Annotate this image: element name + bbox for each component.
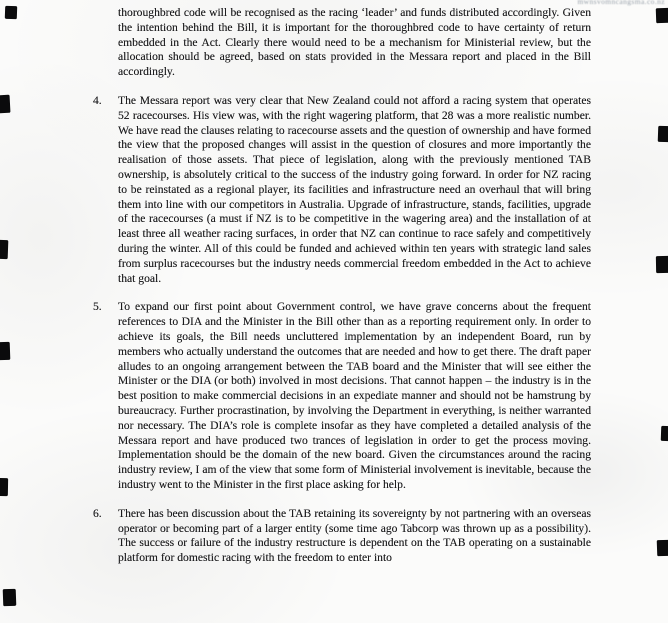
numbered-paragraph-5 xyxy=(93,300,591,492)
source-url-watermark: mwnsvomncangsma.co.nz xyxy=(577,0,665,6)
scan-artifact-mark xyxy=(0,342,10,360)
scan-artifact-mark xyxy=(0,478,8,496)
scan-artifact-mark xyxy=(0,95,10,114)
paragraph-text: To expand our first point about Government control, we have grave concerns about the frequent references to DIA and the Minister in the Bill other than as a reporting requirement only. In order to achieve its goals, the Bill needs uncluttered implementation by an independent Board, run by members who actually understand the outcomes that are needed and how to get there. The draft paper alludes to an ongoing arrangement between the TAB board and the Minister that will see either the Minister or the DIA (or both) involved in most decisions. That cannot happen – the industry is in the best position to make commercial decisions in an expediate manner and should not be hamstrung by bureaucracy. Further procrastination, by involving the Department in everything, is neither warranted nor necessary. The DIA’s role is complete insofar as they have completed a detailed analysis of the Messara report and have produced two trances of legislation in order to get the process moving. Implementation should be the domain of the new board. Given the circumstances around the racing industry review, I am of the view that some form of Ministerial involvement is inevitable, because the industry went to the Minister in the first place asking for help. xyxy=(118,300,591,491)
numbered-paragraph-6 xyxy=(93,506,591,566)
scan-artifact-mark xyxy=(657,540,668,556)
scan-artifact-mark xyxy=(0,240,8,259)
scan-artifact-mark xyxy=(656,256,668,273)
paragraph-text: There has been discussion about the TAB retaining its sovereignty by not partnering with an overseas operator or becoming part of a larger entity (some time ago Tabcorp was thrown up as a possibility). The success or failure of the industry restructure is dependent on the TAB operating on a sustainable platform for domestic racing with the freedom to enter into xyxy=(118,506,591,565)
numbered-paragraph-4 xyxy=(93,93,591,286)
document-text-block xyxy=(93,6,591,566)
scan-artifact-mark xyxy=(5,6,17,19)
paragraph-number: 5. xyxy=(93,300,102,314)
scan-artifact-mark xyxy=(3,589,17,606)
intro-paragraph: thoroughbred code will be recognised as the racing ‘leader’ and funds distributed accordingly. Given the intention behind the Bill, it is important for the thoroughbred code to have certainty of return embedded in the Act. Clearly there would need to be a mechanism for Ministerial review, but the allocation should be agreed, based on stats provided in the Messara report and placed in the Bill accordingly. xyxy=(118,6,591,79)
scan-artifact-mark xyxy=(661,426,668,441)
scan-artifact-mark xyxy=(656,8,668,23)
paragraph-number: 6. xyxy=(93,506,102,520)
scan-artifact-mark xyxy=(658,126,668,142)
paragraph-number: 4. xyxy=(93,93,102,107)
paragraph-text: The Messara report was very clear that New Zealand could not afford a racing system that operates 52 racecourses. His view was, with the right wagering platform, that 28 was a more realistic number. We have read the clauses relating to racecourse assets and the question of ownership and have formed the view that the proposed changes will assist in the question of closures and more importantly the realisation of those assets. That piece of legislation, along with the previously mentioned TAB ownership, is absolutely critical to the success of the industry going forward. In order for NZ racing to be reinstated as a regional player, its facilities and infrastructure need an overhaul that will bring them into line with our competitors in Australia. Upgrade of infrastructure, stands, facilities, upgrade of the racecourses (a must if NZ is to be competitive in the wagering area) and the installation of at least three all weather racing surfaces, in order that NZ can continue to race safely and competitively during the winter. All of this could be funded and achieved within ten years with strategic land sales from surplus racecourses but the industry needs commercial freedom embedded in the Act to achieve that goal. xyxy=(118,93,591,285)
